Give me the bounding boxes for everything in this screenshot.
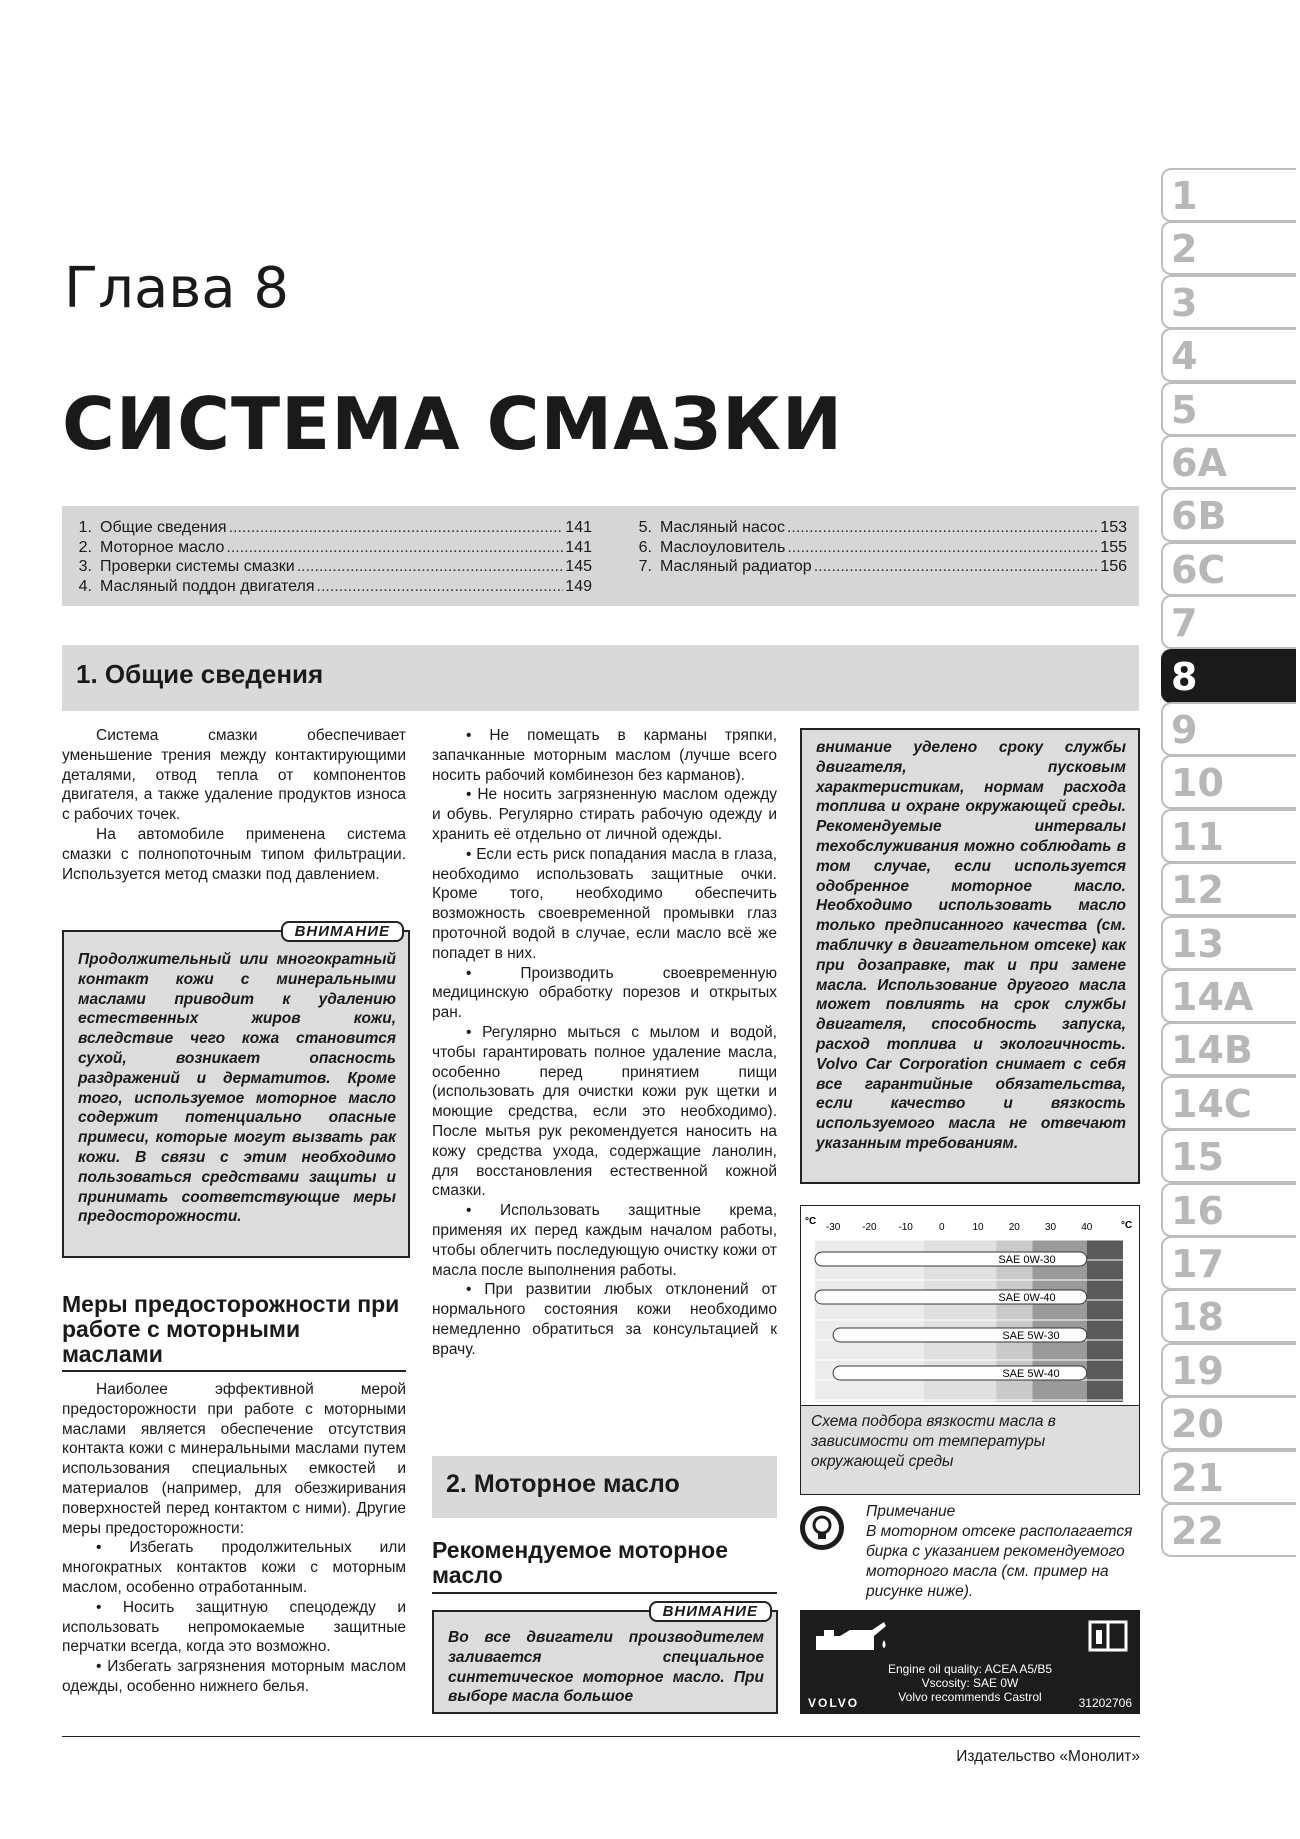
section-title: Общие сведения bbox=[104, 659, 324, 689]
chapter-tab-12[interactable] bbox=[1161, 862, 1296, 916]
toc-entry bbox=[622, 557, 1127, 577]
section-title: Моторное масло bbox=[473, 1470, 680, 1498]
section-number: 1. bbox=[76, 659, 98, 689]
lightbulb-icon bbox=[800, 1506, 844, 1550]
list-item: • При развитии любых отклонений от нормального состояния кожи необходимо немедленно обратиться за консультацией к врачу. bbox=[432, 1281, 777, 1358]
tick-label: 10 bbox=[972, 1222, 984, 1233]
toc-entry bbox=[62, 557, 592, 577]
tab-label: 12 bbox=[1171, 868, 1224, 913]
toc-page: 141 bbox=[565, 538, 592, 556]
list-item: • Избегать загрязнения моторным маслом одежды, особенно нижнего белья. bbox=[62, 1658, 406, 1695]
toc-label: Масляный насос bbox=[660, 519, 785, 536]
warning-text: внимание уделено сроку службы двигателя, пусковым характеристикам, нормам расхода топлива и охране окружающей среды. Рекомендуемые интервалы техобслуживания можно соблюдать в том случае, если используется одобренное моторное масло. Необходимо использовать масло только предписанного качества (см. табличку в двигательном отсеке) как при дозаправке, так и при замене масла. Использование другого масла может повлиять на срок службы двигателя, способность запуска, расход топлива и экологичность. Volvo Car Corporation снимает с себя все гарантийные обязательства, если качество и вязкость используемого масла не отвечают указанным требованиям. bbox=[816, 739, 1126, 1152]
toc-leader bbox=[229, 518, 564, 538]
tab-label: 21 bbox=[1171, 1455, 1224, 1500]
tab-label: 1 bbox=[1171, 174, 1198, 218]
toc-label: Проверки системы смазки bbox=[100, 558, 295, 575]
tab-label: 5 bbox=[1171, 387, 1198, 432]
part-number: 31202706 bbox=[1078, 1696, 1132, 1710]
toc-leader bbox=[787, 538, 1098, 558]
publisher: Издательство «Монолит» bbox=[956, 1748, 1140, 1765]
warning-box bbox=[62, 923, 410, 1258]
tab-label: 19 bbox=[1171, 1348, 1224, 1393]
tick-label: -10 bbox=[898, 1222, 913, 1233]
chapter-tab-22[interactable] bbox=[1161, 1503, 1296, 1557]
chapter-tab-19[interactable] bbox=[1161, 1343, 1296, 1397]
chapter-tab-13[interactable] bbox=[1161, 916, 1296, 970]
toc-page: 156 bbox=[1100, 558, 1127, 575]
chapter-tab-15[interactable] bbox=[1161, 1129, 1296, 1183]
divider bbox=[432, 1592, 777, 1594]
tab-label: 18 bbox=[1171, 1295, 1224, 1340]
section-header-1 bbox=[62, 645, 1139, 711]
note-text: В моторном отсеке располагается бирка с указанием рекомендуемого моторного масла (см. пример на рисунке ниже). bbox=[866, 1523, 1133, 1600]
tab-label: 8 bbox=[1171, 654, 1198, 699]
viscosity-bar-label: SAE 0W-40 bbox=[998, 1292, 1056, 1304]
chapter-tab-3[interactable] bbox=[1161, 275, 1296, 329]
column-1-precautions bbox=[62, 1380, 406, 1697]
toc-leader bbox=[226, 538, 563, 558]
toc-label: Моторное масло bbox=[100, 538, 225, 556]
chapter-tab-14a[interactable] bbox=[1161, 969, 1296, 1023]
list-item: • Избегать продолжительных или многократных контактов кожи с моторным маслом, особенно отработанным. bbox=[62, 1539, 406, 1596]
tab-label: 6A bbox=[1171, 441, 1227, 485]
tab-label: 11 bbox=[1171, 814, 1224, 859]
list-item: • Использовать защитные крема, применяя их перед каждым началом работы, чтобы облегчить последующую очистку кожи от масла после выполнения работы. bbox=[432, 1202, 777, 1279]
chapter-tab-7[interactable] bbox=[1161, 595, 1296, 649]
oil-can-icon bbox=[810, 1618, 890, 1658]
tab-label: 20 bbox=[1171, 1402, 1224, 1447]
divider bbox=[62, 1370, 406, 1372]
viscosity-bar-label: SAE 0W-30 bbox=[998, 1254, 1056, 1266]
toc-number: 3. bbox=[78, 558, 92, 575]
toc-page: 149 bbox=[565, 577, 592, 595]
toc-number: 6. bbox=[638, 538, 652, 556]
warning-text: Во все двигатели производителем заливается специальное синтетическое моторное масло. При выборе масла большое bbox=[448, 1629, 764, 1706]
brand-logo: VOLVO bbox=[808, 1696, 860, 1710]
table-of-contents bbox=[62, 506, 1139, 606]
toc-entry bbox=[62, 577, 592, 597]
chapter-tab-20[interactable] bbox=[1161, 1396, 1296, 1450]
tick-label: 0 bbox=[939, 1222, 945, 1233]
toc-number: 2. bbox=[78, 538, 92, 556]
toc-entry bbox=[622, 538, 1127, 558]
warning-text: Продолжительный или многократный контакт кожи с минеральными маслами приводит к удалению естественных жиров кожи, вследствие чего кожа становится сухой, возникает опасность раздражений и дерматитов. Кроме того, используемое моторное масло содержит потенциально опасные примеси, которые могут вызвать рак кожи. В связи с этим необходимо пользоваться средствами защиты и принимать соответствующие меры предосторожности. bbox=[78, 951, 396, 1226]
section-number: 2. bbox=[446, 1470, 467, 1498]
viscosity-bar-label: SAE 5W-40 bbox=[1002, 1368, 1060, 1380]
tab-label: 2 bbox=[1171, 227, 1198, 272]
oil-label-image bbox=[800, 1610, 1140, 1714]
chapter-label: Глава 8 bbox=[64, 256, 290, 321]
tab-label: 9 bbox=[1171, 708, 1198, 752]
subheading-precautions: Меры предосторожности при работе с моторными маслами bbox=[62, 1291, 400, 1367]
chapter-tab-14c[interactable] bbox=[1161, 1076, 1296, 1130]
tab-label: 16 bbox=[1171, 1188, 1224, 1233]
list-item: • Производить своевременную медицинскую обработку порезов и открытых ран. bbox=[432, 964, 777, 1022]
tab-label: 22 bbox=[1171, 1509, 1224, 1553]
chapter-tab-1[interactable] bbox=[1161, 168, 1296, 222]
chapter-tab-6c[interactable] bbox=[1161, 542, 1296, 596]
chapter-tab-9[interactable] bbox=[1161, 702, 1296, 756]
toc-number: 5. bbox=[638, 519, 652, 536]
tab-label: 10 bbox=[1171, 761, 1224, 806]
toc-label: Масляный радиатор bbox=[660, 558, 812, 575]
toc-page: 145 bbox=[565, 558, 592, 575]
chapter-tab-17[interactable] bbox=[1161, 1236, 1296, 1290]
toc-label: Общие сведения bbox=[100, 519, 227, 536]
label-line: Engine oil quality: ACEA A5/B5 bbox=[887, 1662, 1053, 1676]
toc-page: 141 bbox=[565, 519, 592, 536]
caption-text: Схема подбора вязкости масла в зависимости от температуры окружающей среды bbox=[811, 1413, 1056, 1470]
toc-entry bbox=[62, 538, 592, 558]
tick-label: -30 bbox=[825, 1222, 841, 1233]
manual-book-icon bbox=[1088, 1618, 1128, 1652]
tab-label: 15 bbox=[1171, 1135, 1224, 1180]
chapter-tab-5[interactable] bbox=[1161, 382, 1296, 436]
warning-label: ВНИМАНИЕ bbox=[649, 1601, 772, 1622]
tab-label: 6C bbox=[1171, 547, 1226, 592]
paragraph: Наиболее эффективной мерой предосторожности при работе с моторными маслами является обеспечение отсутствия контакта кожи с минеральными маслами путем использования специальных емкостей и материалов (например, для обезжиривания поверхностей перед контактом с ними). Другие меры предосторожности: bbox=[62, 1381, 406, 1537]
subheading-recommended-oil: Рекомендуемое моторное масло bbox=[432, 1537, 728, 1588]
footer-divider bbox=[62, 1736, 1140, 1737]
chart-band bbox=[1087, 1240, 1123, 1402]
warning-box-2 bbox=[432, 1603, 778, 1714]
page-title: СИСТЕМА СМАЗКИ bbox=[62, 382, 844, 466]
list-item: • Регулярно мыться с мылом и водой, чтобы гарантировать полное удаление масла, особенно перед принятием пищи (использовать для очистки кожи рук щетки и моющие средства, если это необходимо). После мытья рук рекомендуется наносить на кожу средства ухода, содержащие ланолин, для восстановления естественной кожной смазки. bbox=[432, 1023, 777, 1200]
toc-number: 4. bbox=[78, 577, 92, 595]
viscosity-chart-svg bbox=[801, 1206, 1139, 1406]
label-line: Vscosity: SAE 0W bbox=[921, 1676, 1019, 1690]
note bbox=[800, 1502, 1138, 1602]
toc-label: Маслоуловитель bbox=[660, 538, 786, 556]
tab-label: 13 bbox=[1171, 921, 1224, 966]
note-title: Примечание bbox=[866, 1503, 956, 1520]
tab-label: 14A bbox=[1171, 975, 1254, 1019]
unit-label-left: °C bbox=[805, 1216, 817, 1227]
toc-number: 7. bbox=[638, 558, 652, 575]
tick-label: -20 bbox=[862, 1222, 877, 1233]
chapter-tab-21[interactable] bbox=[1161, 1450, 1296, 1504]
tab-label: 6B bbox=[1171, 494, 1227, 539]
chapter-tab-18[interactable] bbox=[1161, 1289, 1296, 1343]
toc-label: Масляный поддон двигателя bbox=[100, 577, 315, 595]
tab-label: 14C bbox=[1171, 1081, 1252, 1126]
unit-label-right: °C bbox=[1121, 1220, 1133, 1231]
chapter-tab-6b[interactable] bbox=[1161, 488, 1296, 542]
label-line: Volvo recommends Castrol bbox=[898, 1690, 1042, 1704]
toc-page: 153 bbox=[1100, 519, 1127, 536]
tab-label: 17 bbox=[1171, 1242, 1224, 1286]
list-item: • Если есть риск попадания масла в глаза, необходимо использовать защитные очки. Кроме того, необходимо обеспечить возможность своевременной промывки глаз проточной водой в случае, если масло всё же попадет в них. bbox=[432, 845, 777, 962]
toc-page: 155 bbox=[1100, 538, 1127, 556]
paragraph: Система смазки обеспечивает уменьшение трения между контактирующими деталями, отвод тепла от компонентов двигателя, а также удаление продуктов износа с рабочих точек. bbox=[62, 727, 406, 824]
tick-label: 40 bbox=[1081, 1222, 1093, 1233]
list-item: • Носить защитную спецодежду и использовать непромокаемые защитные перчатки всегда, когда это возможно. bbox=[62, 1598, 406, 1656]
viscosity-bar-label: SAE 5W-30 bbox=[1002, 1330, 1060, 1342]
tab-label: 3 bbox=[1171, 280, 1198, 325]
toc-leader bbox=[814, 557, 1099, 577]
toc-leader bbox=[787, 518, 1098, 538]
chapter-tab-2[interactable] bbox=[1161, 221, 1296, 275]
chapter-tab-6a[interactable] bbox=[1161, 435, 1296, 489]
chapter-tab-8[interactable] bbox=[1161, 649, 1296, 703]
chapter-tab-14b[interactable] bbox=[1161, 1022, 1296, 1076]
chapter-tab-16[interactable] bbox=[1161, 1183, 1296, 1237]
list-item: • Не помещать в карманы тряпки, запачканные моторным маслом (лучше всего носить рабочий комбинезон без карманов). bbox=[432, 727, 777, 784]
tab-label: 7 bbox=[1171, 601, 1198, 646]
warning-label: ВНИМАНИЕ bbox=[281, 921, 404, 942]
chart-caption bbox=[800, 1405, 1140, 1495]
tab-label: 14B bbox=[1171, 1028, 1253, 1073]
toc-number: 1. bbox=[78, 519, 92, 536]
tab-label: 4 bbox=[1171, 334, 1198, 379]
warning-box-continued bbox=[800, 728, 1140, 1184]
paragraph: На автомобиле применена система смазки с полнопоточным типом фильтрации. Используется метод смазки под давлением. bbox=[62, 825, 406, 883]
viscosity-chart bbox=[800, 1205, 1140, 1407]
toc-entry bbox=[622, 518, 1127, 538]
chapter-tab-10[interactable] bbox=[1161, 755, 1296, 809]
column-1-intro bbox=[62, 726, 406, 884]
toc-leader bbox=[317, 577, 564, 597]
chapter-tab-4[interactable] bbox=[1161, 328, 1296, 382]
tick-label: 20 bbox=[1008, 1222, 1020, 1233]
tick-label: 30 bbox=[1044, 1222, 1057, 1233]
toc-entry bbox=[62, 518, 592, 538]
chapter-tab-11[interactable] bbox=[1161, 809, 1296, 863]
section-header-2 bbox=[432, 1456, 777, 1518]
toc-leader bbox=[297, 557, 564, 577]
list-item: • Не носить загрязненную маслом одежду и обувь. Регулярно стирать рабочую одежду и хранить её отдельно от личной одежды. bbox=[432, 786, 777, 843]
column-2-list bbox=[432, 726, 777, 1360]
